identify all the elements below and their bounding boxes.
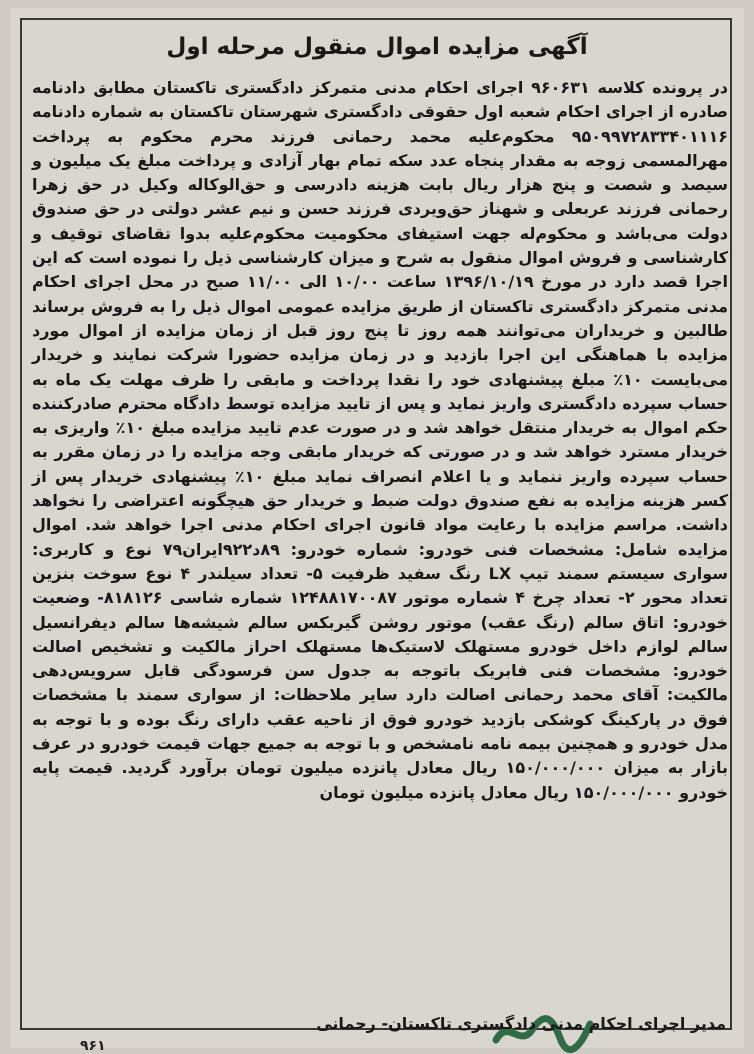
notice-body-text: در پرونده کلاسه ۹۶۰۶۳۱ اجرای احکام مدنی متمرکز دادگستری تاکستان مطابق دادنامه صادره از اجرای احکام شعبه اول حقوقی دادگستری شهرستان تاکستان به شماره دادنامه ۹۵۰۹۹۷۲۸۳۳۴۰۱۱۱۶ محکوم‌علیه محمد رحمانی فرزند محرم محکوم به پرداخت مهرالمسمی زوجه به مقدار پنجاه عدد سکه تمام بهار آزادی و پرداخت مبلغ یک میلیون و سیصد و شصت و پنج هزار ریال بابت هزینه دادرسی و حق‌الوکاله وکیل در حق زهرا رحمانی فرزند عربعلی و شهناز حق‌ویردی فرزند حسن و نیم عشر دولتی در حق صندوق دولت می‌باشد و محکوم‌له جهت استیفای محکومیت محکوم‌علیه بدوا تقاضای توقیف و کارشناسی و فروش اموال منقول به شرح و میزان کارشناسی ذیل را نموده است که این اجرا قصد دارد در مورخ ۱۳۹۶/۱۰/۱۹ ساعت ۱۰/۰۰ الی ۱۱/۰۰ صبح در محل اجرای احکام مدنی متمرکز دادگستری تاکستان از طریق مزایده عمومی اموال ذیل را به فروش برساند طالبین و خریداران می‌توانند همه روز تا پنج روز قبل از زمان مزایده از اموال مورد مزایده با هماهنگی این اجرا بازدید و در زمان مزایده حضورا شرکت نمایند و خریدار می‌بایست ۱۰٪ مبلغ پیشنهادی خود را نقدا پرداخت و مابقی را ظرف مهلت یک ماه به حساب سپرده دادگستری واریز نماید و پس از تایید مزایده توسط دادگاه محترم صادرکننده حکم اموال به خریدار منتقل خواهد شد و در صورت عدم تایید مزایده مبلغ ۱۰٪ واریزی به خریدار مسترد خواهد شد و در صورتی که خریدار مابقی وجه مزایده را در زمان مقرر به حساب سپرده واریز ننماید و یا اعلام انصراف نماید مبلغ ۱۰٪ پیشنهادی خریدار پس از کسر هزینه مزایده به نفع صندوق دولت ضبط و خریدار حق هیچگونه اعتراضی را نخواهد داشت. مراسم مزایده با رعایت مواد قانون اجرای احکام مدنی اجرا خواهد شد. اموال مزایده شامل: مشخصات فنی خودرو: شماره خودرو: ۸۹د۹۲۲ایران۷۹ نوع و کاربری: سواری سیستم سمند تیپ LX رنگ سفید ظرفیت ۵- تعداد سیلندر ۴ نوع سوخت بنزین تعداد محور ۲- تعداد چرخ ۴ شماره موتور ۱۲۴۸۸۱۷۰۰۸۷ شماره شاسی ۸۱۸۱۲۶- وضعیت خودرو: اتاق سالم (رنگ عقب) موتور روشن گیربکس سالم شیشه‌ها سالم دیفرانسیل سالم لوازم داخل خودرو مستهلک لاستیک‌ها مستهلک احراز مالکیت و تشخیص اصالت خودرو: مشخصات فنی فابریک باتوجه به جدول سن فرسودگی قابل سرویس‌دهی مالکیت: آقای محمد رحمانی اصالت دارد سایر ملاحظات: از سواری سمند با مشخصات فوق در پارکینگ کوشکی بازدید خودرو فوق از ناحیه عقب دارای رنگ بوده و با توجه به مدل خودرو و همچنین بیمه نامه نامشخص و با توجه به جمیع جهات قیمت خودرو در عرف بازار به میزان ۱۵۰/۰۰۰/۰۰۰ ریال معادل پانزده میلیون تومان برآورد گردید. قیمت پایه خودرو ۱۵۰/۰۰۰/۰۰۰ ریال معادل پانزده میلیون تومان bbox=[32, 78, 729, 802]
notice-body bbox=[32, 76, 728, 805]
notice-title: آگهی مزایده اموال منقول مرحله اول bbox=[166, 34, 588, 60]
footer-code: ۹۶۱ bbox=[80, 1038, 106, 1054]
signature-line: مدیر اجرای احکام مدنی دادگستری تاکستان- رحمانی bbox=[316, 1014, 726, 1033]
